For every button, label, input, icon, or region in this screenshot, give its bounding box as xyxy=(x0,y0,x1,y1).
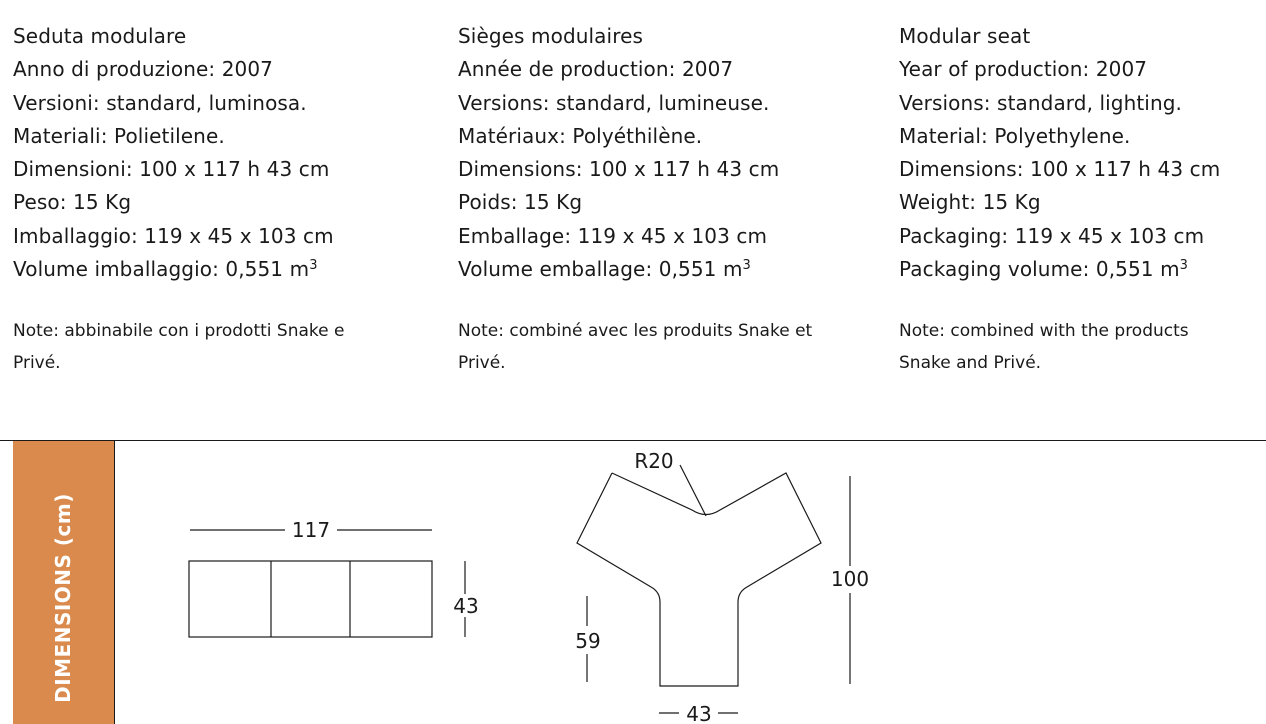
front-view xyxy=(189,530,465,637)
arm-length-label: 59 xyxy=(575,629,601,653)
spec-weight: Peso: 15 Kg xyxy=(13,190,132,215)
spec-packaging: Imballaggio: 119 x 45 x 103 cm xyxy=(13,223,334,248)
spec-packaging: Packaging: 119 x 45 x 103 cm xyxy=(899,223,1205,248)
spec-versions: Versions: standard, lumineuse. xyxy=(458,90,770,115)
seat-front-outline xyxy=(189,561,432,637)
spec-weight: Poids: 15 Kg xyxy=(458,190,583,215)
spec-volume-text: Volume imballaggio: 0,551 m xyxy=(13,257,310,282)
front-width-label: 117 xyxy=(291,518,331,542)
spec-volume-text: Volume emballage: 0,551 m xyxy=(458,257,743,282)
spec-materials: Materiali: Polietilene. xyxy=(13,123,225,148)
dimensions-label: DIMENSIONS (cm) xyxy=(51,493,75,703)
spec-title: Modular seat xyxy=(899,24,1031,48)
spec-versions: Versions: standard, lighting. xyxy=(899,90,1182,115)
cubic-superscript: 3 xyxy=(1179,258,1189,274)
radius-leader-line xyxy=(680,465,706,516)
spec-title: Sièges modulaires xyxy=(458,24,644,48)
spec-volume-text: Packaging volume: 0,551 m xyxy=(899,257,1180,282)
spec-note-line: Note: combiné avec les produits Snake et xyxy=(458,321,813,342)
spec-year: Year of production: 2007 xyxy=(899,57,1148,82)
spec-packaging: Emballage: 119 x 45 x 103 cm xyxy=(458,223,768,248)
spec-materials: Material: Polyethylene. xyxy=(899,123,1131,148)
front-height-label: 43 xyxy=(453,594,479,618)
cubic-superscript: 3 xyxy=(309,258,318,274)
spec-dimensions: Dimensions: 100 x 117 h 43 cm xyxy=(899,157,1221,182)
spec-weight: Weight: 15 Kg xyxy=(899,190,1041,215)
spec-year: Anno di produzione: 2007 xyxy=(13,57,273,82)
spec-dimensions: Dimensioni: 100 x 117 h 43 cm xyxy=(13,157,330,182)
spec-note-line: Privé. xyxy=(458,353,506,374)
seat-plan-outline xyxy=(577,473,821,686)
spec-year: Année de production: 2007 xyxy=(458,57,734,82)
spec-note-line: Privé. xyxy=(13,353,61,374)
spec-title: Seduta modulare xyxy=(13,24,187,48)
plan-view xyxy=(577,465,850,713)
spec-dimensions: Dimensions: 100 x 117 h 43 cm xyxy=(458,157,780,182)
spec-note-line: Note: combined with the products xyxy=(899,321,1189,342)
arm-width-label: 43 xyxy=(686,702,712,724)
cubic-superscript: 3 xyxy=(742,258,751,274)
spec-note-line: Note: abbinabile con i prodotti Snake e xyxy=(13,321,345,342)
depth-label: 100 xyxy=(830,567,870,591)
spec-materials: Matériaux: Polyéthilène. xyxy=(458,123,703,148)
radius-label: R20 xyxy=(634,449,674,473)
spec-note-line: Snake and Privé. xyxy=(899,353,1042,374)
spec-versions: Versioni: standard, luminosa. xyxy=(13,90,307,115)
